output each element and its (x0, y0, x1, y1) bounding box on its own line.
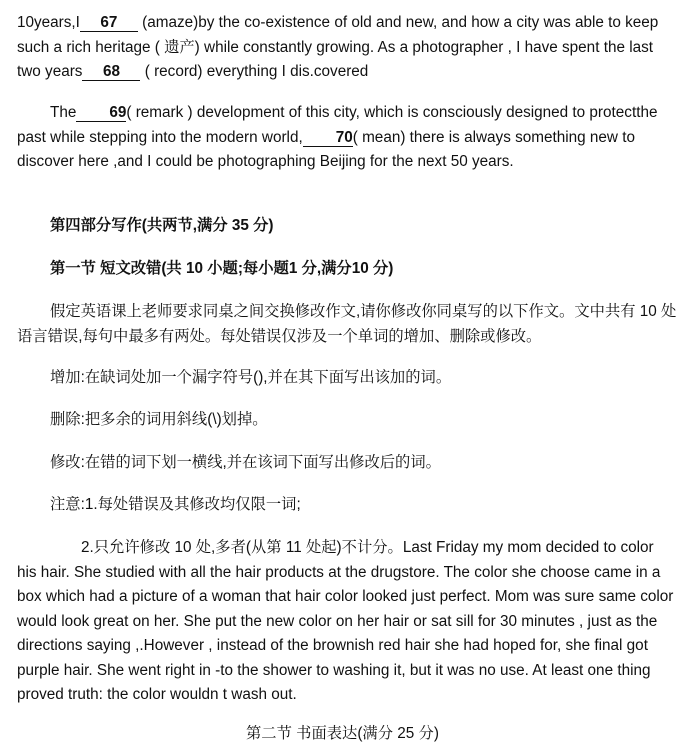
modify-rule: 修改:在错的词下划一横线,并在该词下面写出修改后的词。 (50, 454, 441, 471)
p1-text-1: 10years,I (17, 14, 80, 31)
blank-69: 69 (76, 104, 126, 122)
blank-68: 68 (82, 63, 140, 81)
blank-70: 70 (303, 129, 353, 147)
add-rule: 增加:在缺词处加一个漏字符号(),并在其下面写出该加的词。 (50, 369, 452, 386)
instructions-paragraph: 假定英语课上老师要求同桌之间交换修改作文,请你修改你同桌写的以下作文。文中共有 10 处语言错误,每句中最多有两处。每处错误仅涉及一个单词的增加、删除或修改。 (17, 303, 677, 345)
p2-text-1: The (50, 104, 77, 121)
p2-text-2: ( remark ) development of this city, which is consciously designed to protectthe past while stepping into the modern world, (17, 104, 658, 146)
passage-paragraph-2 (17, 101, 677, 175)
section2-title: 第二节 书面表达(满分 25 分) (246, 725, 439, 742)
passage-paragraph-1 (17, 11, 677, 85)
part4-title: 第四部分写作(共两节,满分 35 分) (50, 217, 274, 234)
delete-rule: 删除:把多余的词用斜线(\)划掉。 (50, 411, 268, 428)
blank-67: 67 (80, 14, 138, 32)
note-1: 注意:1.每处错误及其修改均仅限一词; (50, 496, 301, 513)
error-correction-passage: 2.只允许修改 10 处,多者(从第 11 处起)不计分。Last Friday my mom decided to color his hair. She studied with all the hair products at the drugstore. The color she choose came in a box which had a picture of a woman that hair color looked just perfect. Mom was sure same color would look great on her. She put the new color on her hair or sat sill for 30 minutes , just as the directions saying ,.However , instead of the brownish red hair she had hoped for, she final got purple hair. She went right in -to the shower to washing it, but it was no use. At least one thing proved truth: the color wouldn t wash out. (17, 539, 674, 703)
section1-title: 第一节 短文改错(共 10 小题;每小题1 分,满分10 分) (50, 260, 394, 277)
p2-text-3: ( mean) there is always something new to discover here ,and I could be photographing Beijing for the next 50 years. (17, 128, 635, 170)
p1-text-2: (amaze)by the co-existence of old and new, and how a city was able to keep such a rich heritage ( 遗产) while constantly growing. As a photographer , I have spent the last two years (17, 14, 659, 80)
p1-text-3: ( record) everything I dis.covered (144, 63, 369, 80)
